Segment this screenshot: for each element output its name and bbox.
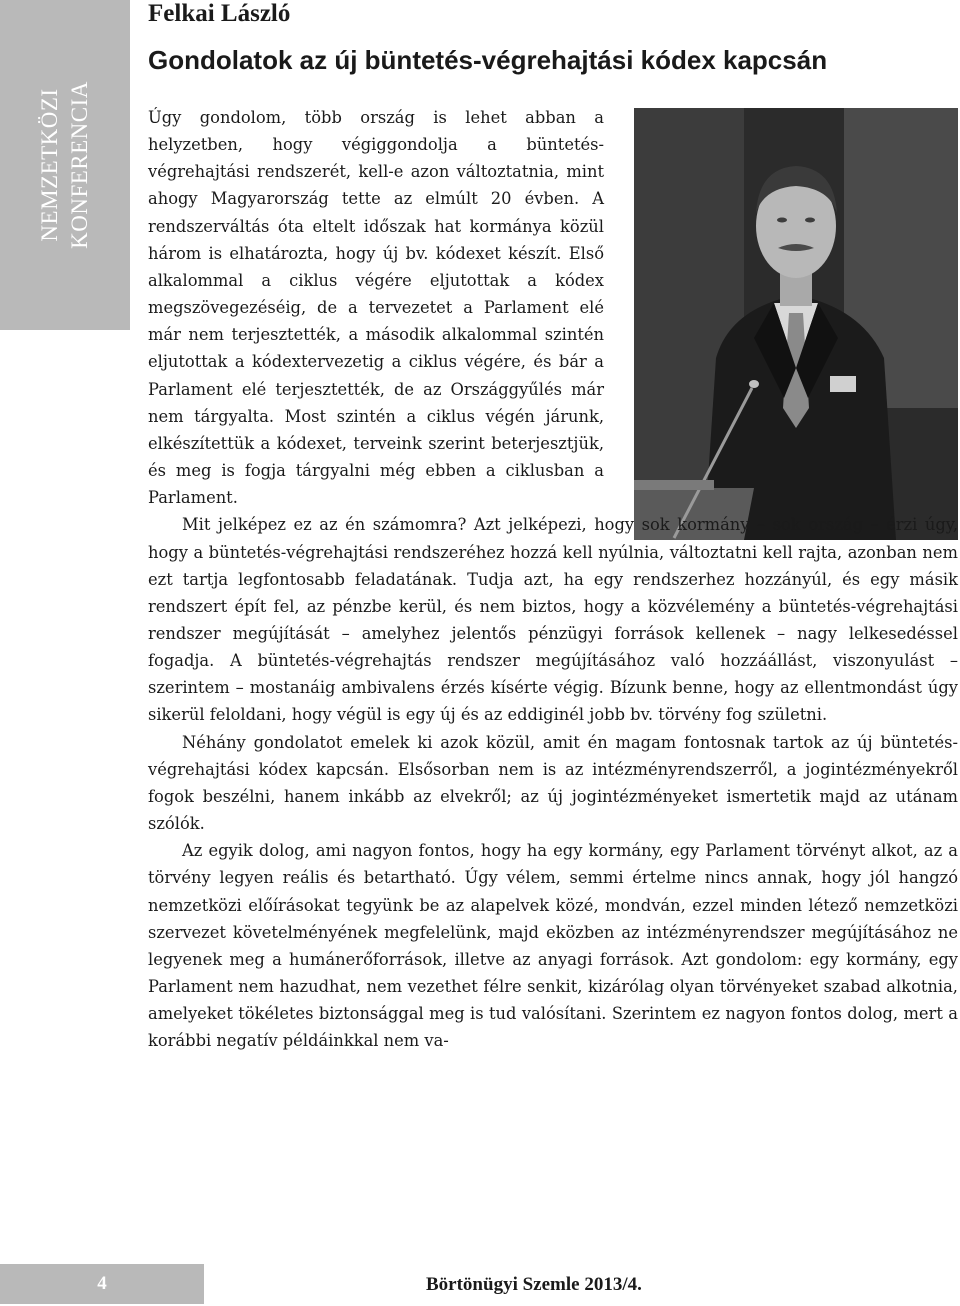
section-label <box>35 81 95 249</box>
author-name: Felkai László <box>148 0 291 27</box>
page-number: 4 <box>97 1273 107 1294</box>
section-tab <box>0 0 130 330</box>
section-label-line2: KONFERENCIA <box>67 81 92 249</box>
paragraph-lead: Úgy gondolom, több ország is lehet abban a helyzetben, hogy végiggondolja a büntetés-végrehajtási rendszerét, kell-e azon változtatnia, mint ahogy Magyarország tette az elmúlt 20 évben. A rendszerváltás óta eltelt időszak hat kormánya közül három is elhatározta, hogy új bv. kódexet készít. Első alkalommal a ciklus végére eljutottak a kódex megszövegezéséig, de a tervezetet a Parlament elé már nem terjesztették, a második alkalommal szintén eljutottak a kódextervezetig a ciklus végére, és bár a Parlament elé terjesztették, de az Országgyűlés már nem tárgyalta. Most szintén a ciklus végén járunk, elkészítettük a kódexet, terveink szerint beterjesztjük, és meg is fogja tárgyalni még ebben a ciklusban a Parlament. <box>148 108 604 508</box>
paragraph-3: Néhány gondolatot emelek ki azok közül, amit én magam fontosnak tartok az új büntetés-végrehajtási kódex kapcsán. Elsősorban nem is az intézményrendszerről, a jogintézményekről fogok beszélni, hanem inkább az elvekről; az új jogintézményeket ismertetik majd az utánam szólók. <box>148 732 958 834</box>
paragraph-4: Az egyik dolog, ami nagyon fontos, hogy ha egy kormány, egy Parlament törvényt alkot, az a törvény legyen reális és betartható. Úgy vélem, semmi értelme nincs annak, hogy jól hangzó nemzetközi előírásokat tegyünk be az alapelvek közé, mondván, ezzel minden létező nemzetközi szervezet követelményének megfelelünk, majd eközben az intézményrendszer megújításához ne legyenek meg a humánerőforrások, illetve az anyagi források. Azt gondolom: egy kormány, egy Parlament nem hazudhat, nem vezethet félre senkit, kizárólag olyan törvényeket szabad alkotnia, amelyeket tökéletes biztonsággal meg is tud valósítani. Szerintem ez nagyon fontos dolog, mert a korábbi negatív példáinkkal nem va- <box>148 841 958 1051</box>
article-body <box>148 104 958 1054</box>
paragraph-2: Mit jelképez ez az én számomra? Azt jelképezi, hogy sok kormány – sok ország – érzi úgy, hogy a büntetés-végrehajtási rendszeréhez hozzá kell nyúlnia, változtatni kell rajta, azonban nem ezt tartja legfontosabb feladatának. Tudja azt, ha egy rendszerhez hozzányúl, és egy másik rendszert épít fel, az pénzbe kerül, és nem biztos, hogy a közvélemény a büntetés-végrehajtási rendszer megújítását – amelyhez jelentős pénzügyi források kellenek – nagy lelkesedéssel fogadja. A büntetés-végrehajtás rendszer megújításához való hozzáállást, viszonyulást – szerintem – mostanáig ambivalens érzés kísérte végig. Bízunk benne, hogy az ellentmondást úgy sikerül feloldani, hogy végül is egy új és az eddiginél jobb bv. törvény fog születni. <box>148 515 958 725</box>
section-label-line1: NEMZETKÖZI <box>37 88 62 242</box>
article-title: Gondolatok az új büntetés-végrehajtási kódex kapcsán <box>148 45 828 75</box>
page-number-bar <box>0 1264 204 1304</box>
journal-name: Börtönügyi Szemle 2013/4. <box>426 1274 642 1295</box>
